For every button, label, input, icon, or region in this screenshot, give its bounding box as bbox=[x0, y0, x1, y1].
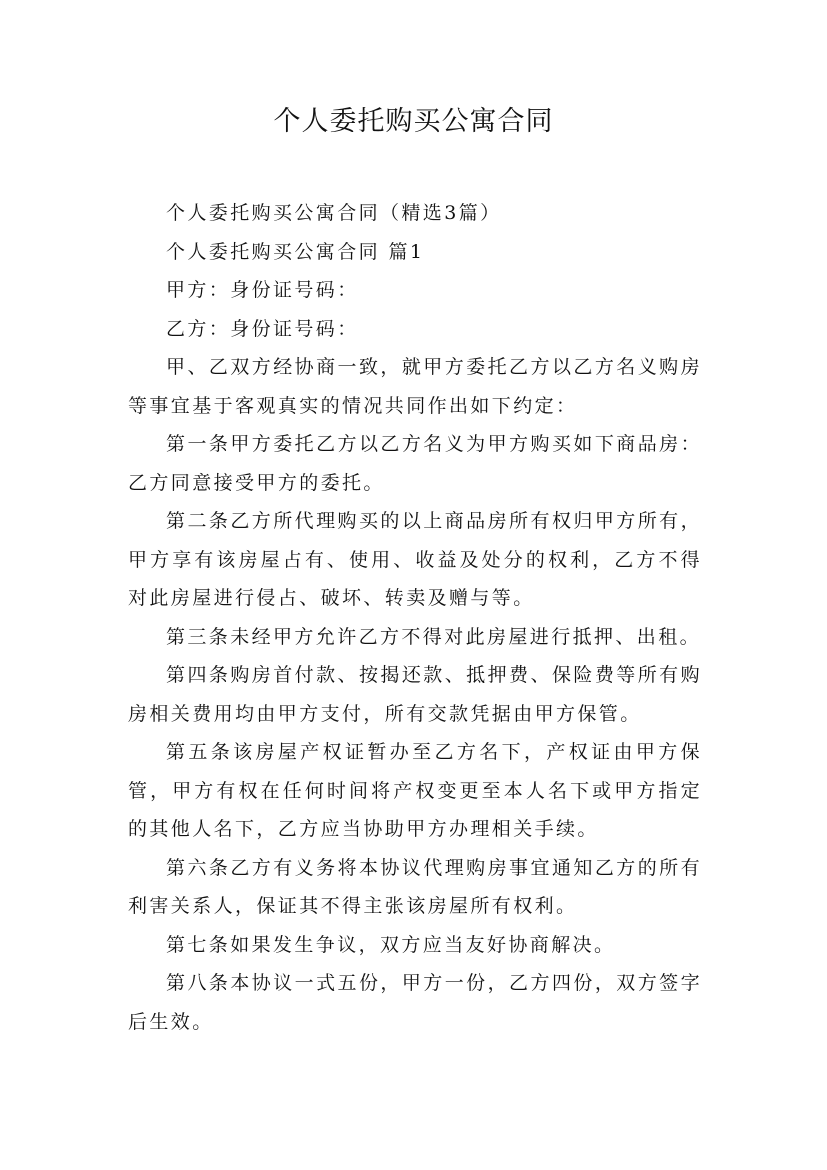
paragraph-article-7: 第七条如果发生争议，双方应当友好协商解决。 bbox=[166, 933, 616, 956]
document-title: 个人委托购买公寓合同 bbox=[273, 106, 554, 137]
paragraph-section-heading: 个人委托购买公寓合同 篇1 bbox=[166, 240, 425, 263]
paragraph-article-6: 第六条乙方有义务将本协议代理购房事宜通知乙方的所有利害关系人，保证其不得主张该房屋所有权利。 bbox=[128, 856, 702, 917]
paragraph-party-b: 乙方：身份证号码： bbox=[166, 317, 359, 340]
paragraph-article-3: 第三条未经甲方允许乙方不得对此房屋进行抵押、出租。 bbox=[166, 625, 702, 648]
paragraph-party-a: 甲方：身份证号码： bbox=[166, 279, 359, 301]
paragraph-article-2: 第二条乙方所代理购买的以上商品房所有权归甲方所有，甲方享有该房屋占有、使用、收益及处分的权利，乙方不得对此房屋进行侵占、破坏、转卖及赠与等。 bbox=[128, 510, 702, 609]
paragraph-article-1: 第一条甲方委托乙方以乙方名义为甲方购买如下商品房：乙方同意接受甲方的委托。 bbox=[128, 433, 702, 494]
paragraph-preamble: 甲、乙双方经协商一致，就甲方委托乙方以乙方名义购房等事宜基于客观真实的情况共同作出如下约定： bbox=[128, 356, 702, 417]
paragraph-subtitle: 个人委托购买公寓合同（精选3篇） bbox=[166, 202, 502, 224]
paragraph-article-5: 第五条该房屋产权证暂办至乙方名下，产权证由甲方保管，甲方有权在任何时间将产权变更至本人名下或甲方指定的其他人名下，乙方应当协助甲方办理相关手续。 bbox=[128, 741, 702, 840]
document-body bbox=[128, 194, 702, 1041]
paragraph-article-4: 第四条购房首付款、按揭还款、抵押费、保险费等所有购房相关费用均由甲方支付，所有交款凭据由甲方保管。 bbox=[128, 664, 702, 725]
paragraph-article-8: 第八条本协议一式五份，甲方一份，乙方四份，双方签字后生效。 bbox=[128, 972, 702, 1033]
